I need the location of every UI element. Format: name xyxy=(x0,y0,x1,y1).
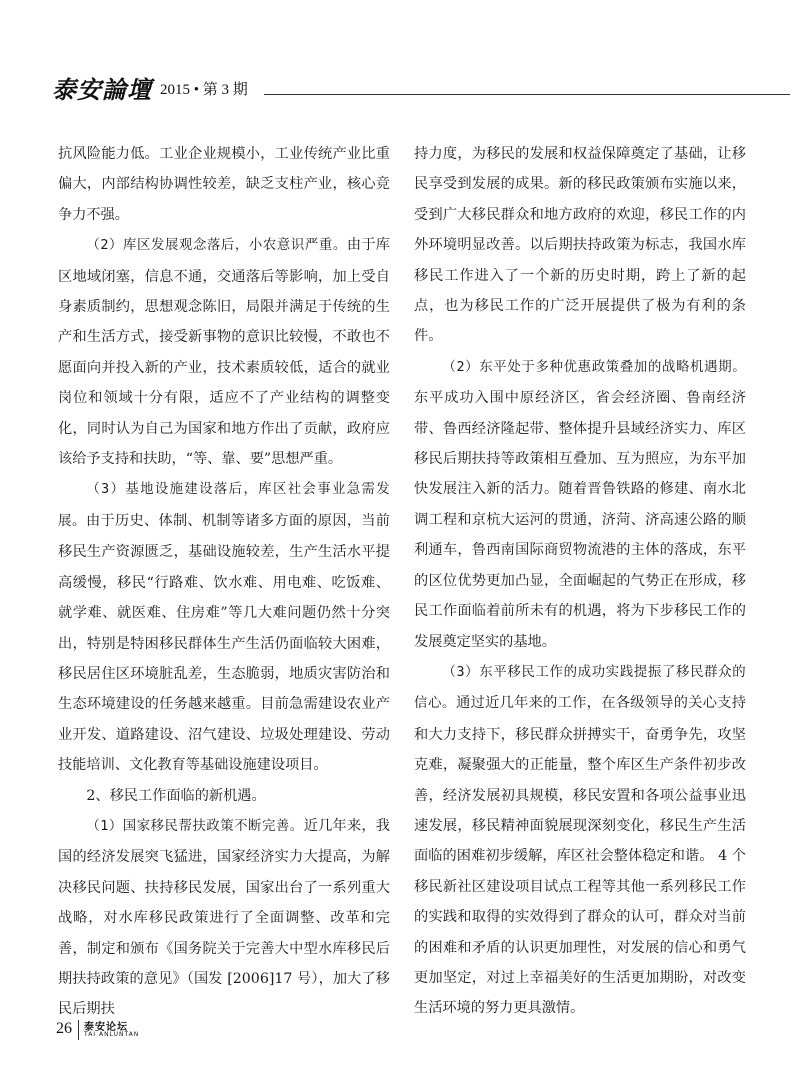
paragraph xyxy=(58,474,390,780)
footer-divider xyxy=(78,1020,79,1040)
subsection-heading: （2）库区发展观念落后，小农意识严重。 xyxy=(86,238,347,254)
paragraph: 持力度，为移民的发展和权益保障奠定了基础，让移民享受到发展的成果。新的移民政策颁布实施以来，受到广大移民群众和地方政府的欢迎，移民工作的内外环境明显改善。以后期扶持政策为标志，我国水库移民工作进入了一个新的历史时期，跨上了新的起点，也为移民工作的广泛开展提供了极为有利的条件。 xyxy=(414,146,746,345)
page-header xyxy=(52,70,740,104)
paragraph xyxy=(58,811,390,1025)
journal-name: 泰安論壇 xyxy=(52,75,152,104)
footer-journal-cn: 泰安论坛 xyxy=(84,1022,128,1033)
page-number: 26 xyxy=(56,1020,72,1037)
right-column xyxy=(414,139,746,1024)
paragraph-body: 由于库区地域闭塞，信息不通，交通落后等影响，加上受自身素质制约，思想观念陈旧，局限并满足于传统的生产和生活方式，接受新事物的意识比较慢，不敢也不愿面向并投入新的产业，技术素质较低，适合的就业岗位和领域十分有限，适应不了产业结构的调整变化，同时认为自己为国家和地方作出了贡献，政府应该给予支持和扶助，“等、靠、要”思想严重。 xyxy=(58,237,390,468)
paragraph-body: 近几年来，我国的经济发展突飞猛进，国家经济实力大提高，为解决移民问题、扶持移民发展，国家出台了一系列重大战略，对水库移民政策进行了全面调整、改革和完善，制定和颁布《国务院关于完善大中型水库移民后期扶持政策的意见》（国发 [2006]17 号），加大了移民后期扶 xyxy=(58,817,390,1018)
paragraph-body: 通过近几年来的工作，在各级领导的关心支持和大力支持下，移民群众拼搏实干，奋勇争先，攻坚克难，凝聚强大的正能量，整个库区生产条件初步改善，经济发展初具规模，移民安置和各项公益事业迅速发展，移民精神面貌展现深刻变化，移民生产生活面临的困难初步缓解，库区社会整体稳定和谐。 4 个移民新社区建设项目试点工程等其他一系列移民工作的实践和取得的实效得到了群众的认可，群众对当前的困难和矛盾的认识更加理性，对发展的信心和勇气更加坚定，对过上幸福美好的生活更加期盼，对改变生活环境的努力更具激情。 xyxy=(414,695,746,1017)
left-column xyxy=(58,139,390,1025)
header-rule xyxy=(264,94,790,95)
issue-label: 2015 • 第 3 期 xyxy=(160,82,248,98)
subsection-heading: （3）基地设施建设落后，库区社会事业急需发展。 xyxy=(58,482,390,529)
paragraph-body: 由于历史、体制、机制等诸多方面的原因，当前移民生产资源匮乏，基础设施较差，生产生活水平提高缓慢，移民“行路难、饮水难、用电难、吃饭难、就学难、就医难、住房难”等几大难问题仍然十分突出，特别是特困移民群体生产生活仍面临较大困难，移民居住区环境脏乱差，生态脆弱，地质灾害防治和生态环境建设的任务越来越重。目前急需建设农业产业开发、道路建设、沼气建设、垃圾处理建设、劳动技能培训、文化教育等基础设施建设项目。 xyxy=(58,512,390,774)
paragraph-body: 东平成功入围中原经济区，省会经济圈、鲁南经济带、鲁西经济隆起带、整体提升县域经济实力、库区移民后期扶持等政策相互叠加、互为照应，为东平加快发展注入新的活力。随着晋鲁铁路的修建、南水北调工程和京杭大运河的贯通，济菏、济高速公路的顺利通车，鲁西南国际商贸物流港的主体的落成，东平的区位优势更加凸显，全面崛起的气势正在形成，移民工作面临着前所未有的机遇，将为下步移民工作的发展奠定坚实的基地。 xyxy=(414,390,746,650)
paragraph xyxy=(58,230,390,474)
footer-journal-en: TAI ANLUNTAN xyxy=(84,1031,140,1038)
section-heading: 2、移民工作面临的新机遇。 xyxy=(86,787,266,804)
paragraph xyxy=(414,352,746,657)
subsection-heading: （2）东平处于多种优惠政策叠加的战略机遇期。 xyxy=(442,359,746,375)
subsection-heading: （1）国家移民帮扶政策不断完善。 xyxy=(86,818,304,834)
paragraph xyxy=(414,657,746,1024)
subsection-heading: （3）东平移民工作的成功实践提振了移民群众的信心。 xyxy=(414,664,746,712)
paragraph: 抗风险能力低。工业企业规模小，工业传统产业比重偏大，内部结构协调性较差，缺乏支柱产业，核心竞争力不强。 xyxy=(58,146,390,223)
